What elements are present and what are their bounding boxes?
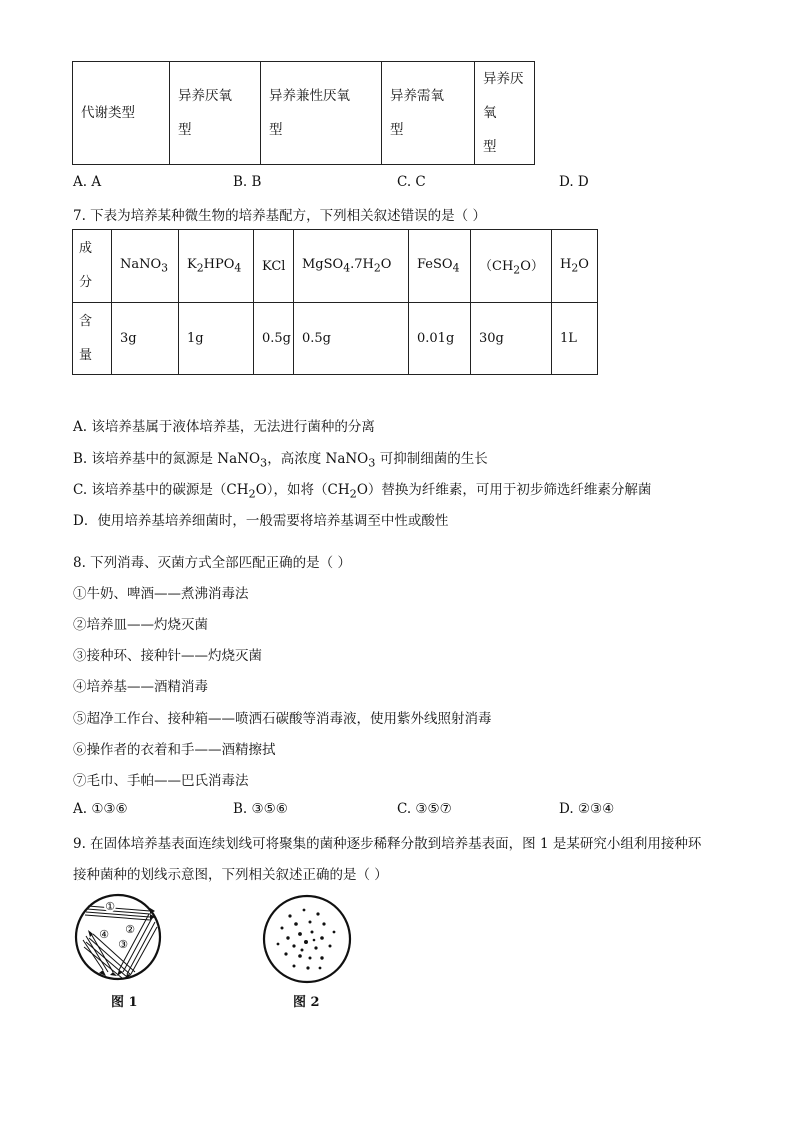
row-label-amount: 含 量 — [73, 303, 112, 375]
table-cell: 异养需氧 型 — [382, 62, 475, 165]
q7-option-c: C. 该培养基中的碳源是$(CH_2O)$，如将$(CH_2O)$替换为纤维素，可用于初步筛选纤维素分解菌 — [73, 482, 652, 501]
q7-option-b: B. 该培养基中的氮源是 NaNO$_3$，高浓度 NaNO$_3$ 可抑制细菌的生长 — [73, 451, 488, 470]
row-label-component: 成 分 — [73, 230, 112, 303]
zone-label-1: ① — [105, 900, 115, 913]
amount-cell: 1L — [552, 303, 598, 375]
q8-option-b: B. ③⑤⑥ — [233, 801, 288, 817]
q8-item: ③接种环、接种针——灼烧灭菌 — [73, 648, 262, 664]
q8-option-d: D. ②③④ — [559, 801, 615, 817]
q8-stem: 8. 下列消毒、灭菌方式全部匹配正确的是（ ） — [73, 555, 351, 571]
component-cell: FeSO$_4$ — [409, 230, 471, 303]
table-cell: 异养厌氧 型 — [170, 62, 261, 165]
q8-item: ②培养皿——灼烧灭菌 — [73, 617, 208, 633]
table-header-cell: 代谢类型 — [73, 62, 170, 165]
streak-plate-figure — [73, 892, 163, 982]
q6-option-a: A. A — [73, 174, 102, 190]
figure-1-caption: 图 1 — [111, 995, 138, 1010]
zone-label-4: ④ — [99, 928, 109, 941]
metabolism-type-table — [72, 61, 535, 165]
q6-option-d: D. D — [559, 174, 589, 190]
q7-stem: 7. 下表为培养某种微生物的培养基配方，下列相关叙述错误的是（ ） — [73, 208, 486, 224]
q8-item: ⑦毛巾、手帕——巴氏消毒法 — [73, 773, 249, 789]
q8-item: ④培养基——酒精消毒 — [73, 679, 208, 695]
component-cell: $MgSO_4.7H_2O$ — [294, 230, 409, 303]
zone-label-3: ③ — [118, 938, 128, 951]
colony-plate-figure — [260, 894, 354, 984]
zone-label-2: ② — [125, 923, 135, 936]
q8-option-c: C. ③⑤⑦ — [397, 801, 452, 817]
q7-option-a: A. 该培养基属于液体培养基，无法进行菌种的分离 — [73, 419, 375, 435]
table-cell: 异养厌氧 型 — [475, 62, 535, 165]
medium-formula-table — [72, 229, 598, 375]
figure-2-caption: 图 2 — [293, 995, 320, 1010]
q8-item: ⑥操作者的衣着和手——酒精擦拭 — [73, 742, 276, 758]
component-cell: $K_2HPO_4$ — [179, 230, 254, 303]
q9-stem-line2: 接种菌种的划线示意图，下列相关叙述正确的是（ ） — [73, 867, 388, 883]
amount-cell: 3g — [112, 303, 179, 375]
q8-item: ⑤超净工作台、接种箱——喷洒石碳酸等消毒液，使用紫外线照射消毒 — [73, 711, 492, 727]
amount-cell: 30g — [471, 303, 552, 375]
q8-option-a: A. ①③⑥ — [73, 801, 128, 817]
component-cell: $H_2O$ — [552, 230, 598, 303]
table-cell: 异养兼性厌氧 型 — [261, 62, 382, 165]
amount-cell: 1g — [179, 303, 254, 375]
q9-stem-line1: 9. 在固体培养基表面连续划线可将聚集的菌种逐步稀释分散到培养基表面，图 1 是某研究小组利用接种环 — [73, 836, 702, 852]
q6-option-b: B. B — [233, 174, 262, 190]
component-cell: $(CH_2O)$ — [471, 230, 552, 303]
q8-item: ①牛奶、啤酒——煮沸消毒法 — [73, 586, 249, 602]
component-cell: NaNO$_3$ — [112, 230, 179, 303]
amount-cell: 0.5g — [294, 303, 409, 375]
q6-option-c: C. C — [397, 174, 426, 190]
q7-option-d: D．使用培养基培养细菌时，一般需要将培养基调至中性或酸性 — [73, 513, 449, 529]
amount-cell: 0.5g — [254, 303, 294, 375]
component-cell: KCl — [254, 230, 294, 303]
amount-cell: 0.01g — [409, 303, 471, 375]
